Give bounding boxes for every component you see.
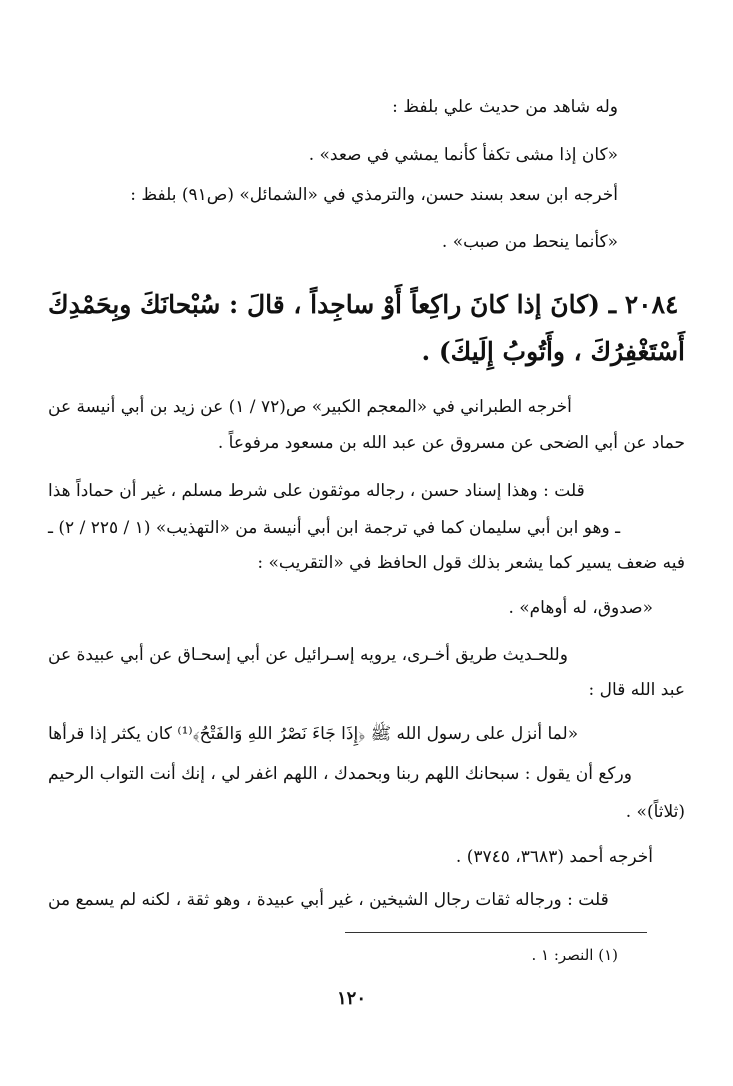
text-line: أخرجه ابن سعد بسند حسن، والترمذي في «الشمائل» (ص٩١) بلفظ : — [130, 185, 618, 205]
text-line: «كان إذا مشى تكفأ كأنما يمشي في صعد» . — [308, 145, 618, 165]
text-line: عبد الله قال : — [588, 680, 685, 700]
text-line: وللحـديث طريق أخـرى، يرويه إسـرائيل عن أبي إسحـاق عن أبي عبيدة عن — [48, 645, 568, 665]
text-line: قلت : ورجاله ثقات رجال الشيخين ، غير أبي عبيدة ، وهو ثقة ، لكنه لم يسمع من — [48, 890, 609, 910]
text-line: قلت : وهذا إسناد حسن ، رجاله موثقون على شرط مسلم ، غير أن حماداً هذا — [48, 481, 585, 501]
page-number: ١٢٠ — [337, 988, 367, 1009]
text-line: وركع أن يقول : سبحانك اللهم ربنا وبحمدك ، اللهم اغفر لي ، إنك أنت التواب الرحيم — [48, 764, 632, 784]
footnote: (١) النصر: ١ . — [531, 946, 618, 964]
hadith-heading-line-1: ٢٠٨٤ ـ (كانَ إذا كانَ راكِعاً أَوْ ساجِداً ، قالَ : سُبْحانَكَ وبِحَمْدِكَ — [48, 290, 679, 319]
text-line: «صدوق، له أوهام» . — [508, 598, 653, 618]
text-line: «لما أنزل على رسول الله ﷺ ﴿إِذَا جَاءَ نَصْرُ اللهِ وَالفَتْحُ﴾⁽¹⁾ كان يكثر إذا قرأها — [48, 724, 579, 744]
footnote-separator — [345, 932, 647, 933]
text-line: ـ وهو ابن أبي سليمان كما في ترجمة ابن أبي أنيسة من «التهذيب» (١ / ٢٢٥ / ٢) ـ — [48, 518, 621, 538]
hadith-heading-line-2: أَسْتَغْفِرُكَ ، وأَتُوبُ إِلَيكَ) . — [421, 337, 685, 366]
text-line: (ثلاثاً)» . — [625, 802, 685, 822]
text-line: «كأنما ينحط من صبب» . — [441, 232, 618, 252]
text-line: أخرجه الطبراني في «المعجم الكبير» ص(٧٢ / ١) عن زيد بن أبي أنيسة عن — [48, 397, 572, 417]
text-line: حماد عن أبي الضحى عن مسروق عن عبد الله بن مسعود مرفوعاً . — [217, 433, 685, 453]
text-line: أخرجه أحمد (٣٦٨٣، ٣٧٤٥) . — [455, 847, 653, 867]
text-line: وله شاهد من حديث علي بلفظ : — [392, 97, 618, 117]
text-line: فيه ضعف يسير كما يشعر بذلك قول الحافظ في «التقريب» : — [257, 553, 685, 573]
